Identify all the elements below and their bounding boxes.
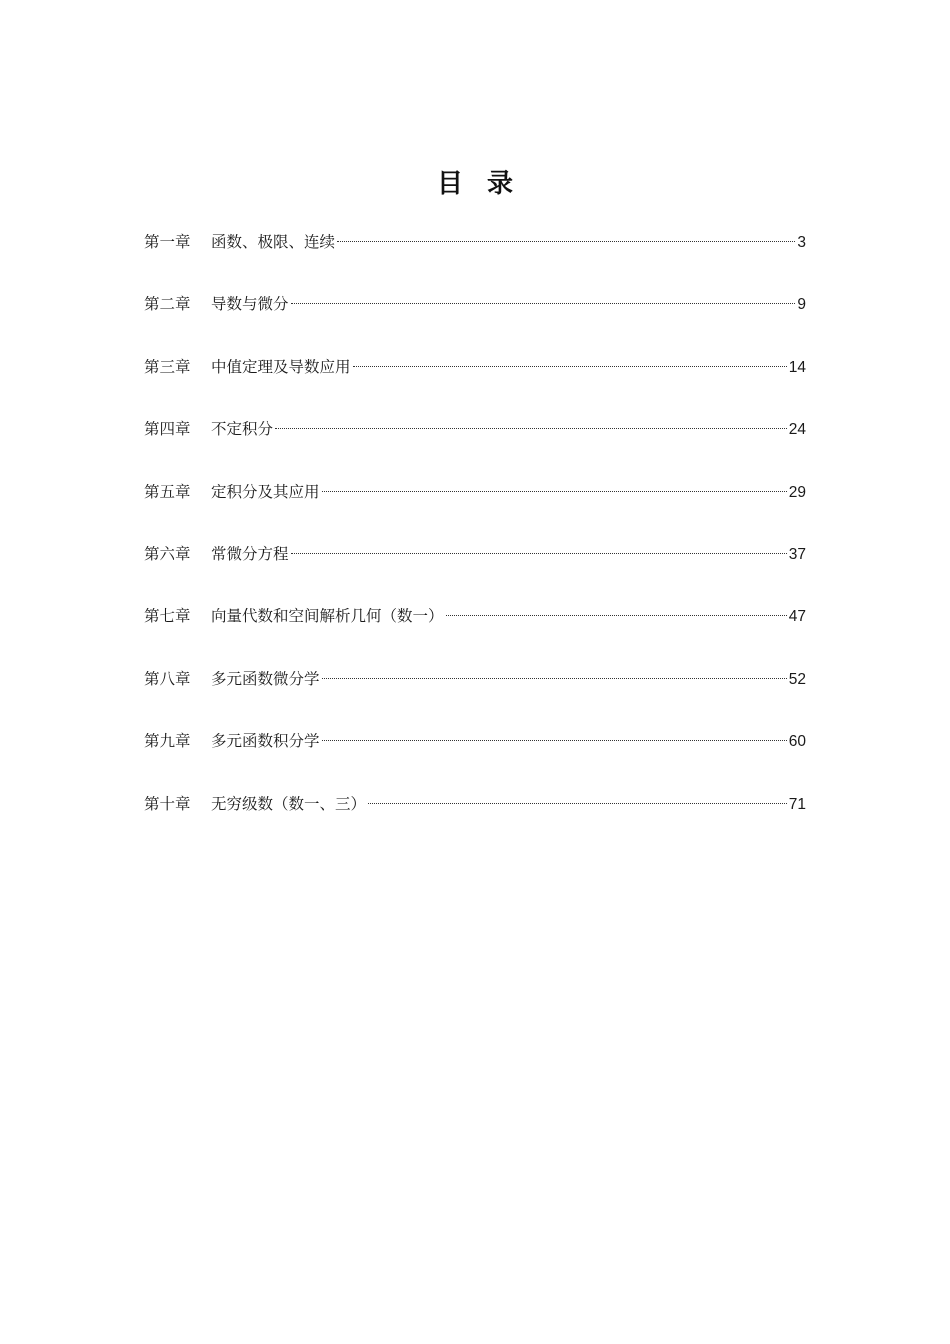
toc-entry[interactable] — [144, 230, 806, 292]
dot-leader — [322, 740, 787, 741]
chapter-number: 第三章 — [144, 357, 191, 376]
chapter-title: 导数与微分 — [211, 295, 289, 314]
chapter-title: 函数、极限、连续 — [211, 233, 336, 251]
dot-leader — [275, 428, 787, 429]
toc-entry[interactable] — [144, 542, 806, 604]
page-number: 37 — [788, 545, 806, 563]
chapter-title: 定积分及其应用 — [211, 482, 320, 501]
chapter-title: 无穷级数（数一、三） — [211, 794, 367, 813]
chapter-number: 第八章 — [144, 669, 191, 688]
chapter-number: 第六章 — [144, 544, 191, 563]
toc-entry[interactable] — [144, 417, 806, 479]
toc-entry[interactable] — [144, 604, 806, 666]
page-number: 52 — [788, 670, 806, 688]
chapter-number: 第五章 — [144, 482, 191, 501]
dot-leader — [353, 366, 787, 367]
chapter-number: 第一章 — [144, 233, 191, 251]
page-number: 14 — [788, 358, 806, 376]
page-number: 24 — [788, 421, 806, 439]
toc-entry[interactable] — [144, 292, 806, 354]
page-number: 71 — [788, 795, 806, 813]
chapter-number: 第九章 — [144, 732, 191, 751]
chapter-number: 第四章 — [144, 420, 191, 439]
dot-leader — [291, 553, 787, 554]
toc-entry[interactable] — [144, 480, 806, 542]
toc-entry[interactable] — [144, 792, 806, 854]
toc-entry[interactable] — [144, 667, 806, 729]
page-title — [0, 163, 950, 200]
dot-leader — [337, 241, 795, 242]
chapter-title: 中值定理及导数应用 — [211, 357, 351, 376]
chapter-title: 不定积分 — [211, 420, 274, 439]
page-number: 29 — [788, 483, 806, 501]
chapter-title: 多元函数微分学 — [211, 669, 320, 688]
chapter-title: 常微分方程 — [211, 544, 289, 563]
page-number: 3 — [797, 234, 806, 251]
chapter-number: 第十章 — [144, 794, 191, 813]
dot-leader — [446, 615, 787, 616]
toc-entry[interactable] — [144, 729, 806, 791]
toc-entry[interactable] — [144, 355, 806, 417]
title-char: 目 — [436, 169, 463, 200]
dot-leader — [368, 803, 787, 804]
table-of-contents — [144, 230, 806, 854]
dot-leader — [322, 678, 787, 679]
page-number: 60 — [788, 733, 806, 751]
chapter-title: 多元函数积分学 — [211, 732, 320, 751]
chapter-title: 向量代数和空间解析几何（数一） — [211, 607, 444, 626]
page-number: 9 — [797, 296, 806, 314]
title-char: 录 — [487, 169, 514, 200]
chapter-number: 第二章 — [144, 295, 191, 314]
dot-leader — [291, 303, 796, 304]
dot-leader — [322, 491, 787, 492]
page-number: 47 — [788, 608, 806, 626]
chapter-number: 第七章 — [144, 607, 191, 626]
